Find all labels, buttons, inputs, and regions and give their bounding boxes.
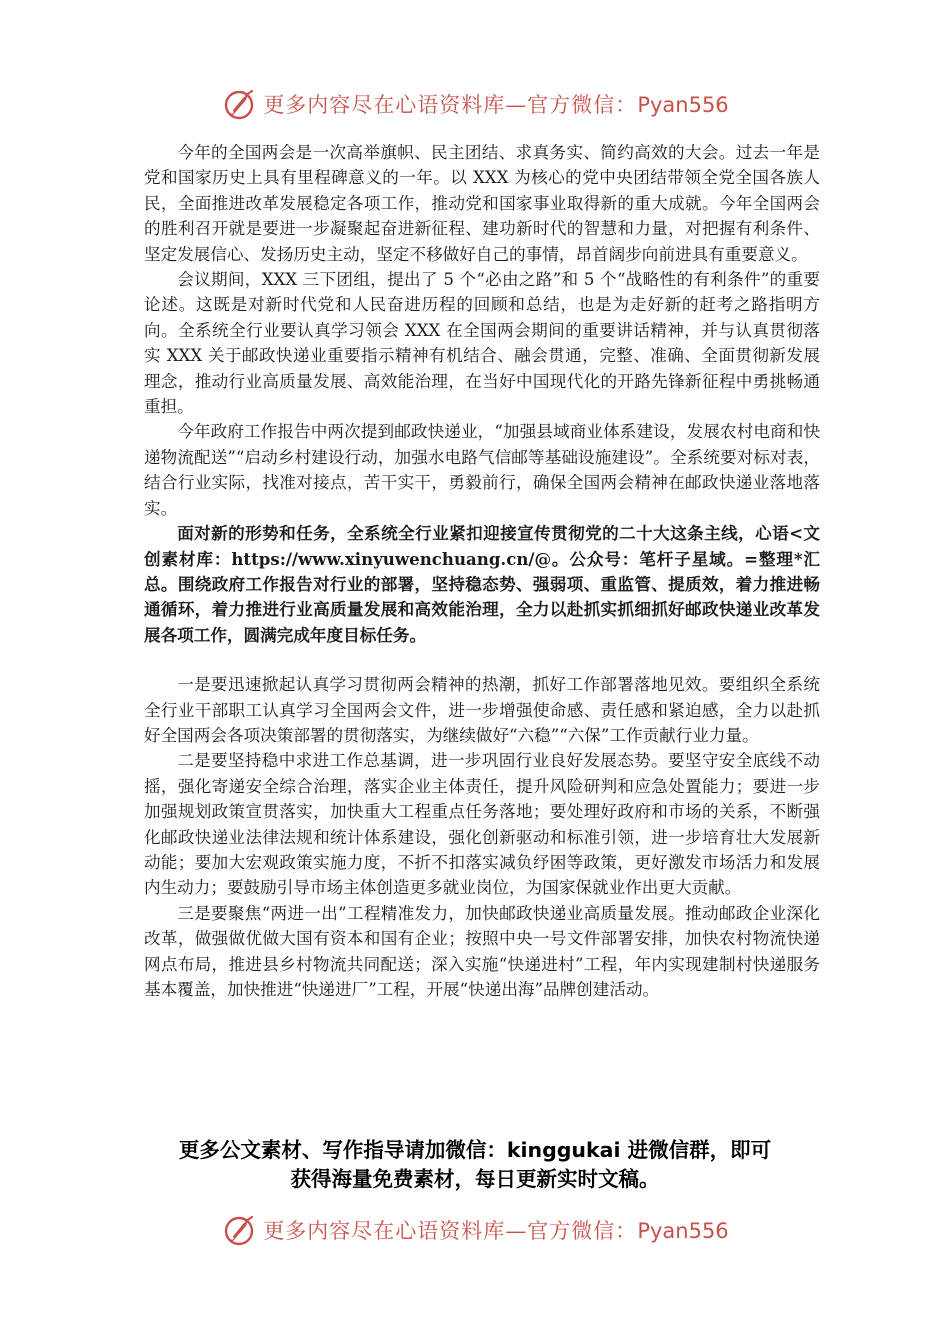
paragraph-gap — [144, 648, 820, 672]
paragraph: 二是要坚持稳中求进工作总基调，进一步巩固行业良好发展态势。要坚守安全底线不动摇，强化寄递安全综合治理，落实企业主体责任，提升风险研判和应急处置能力；要进一步加强规划政策宣贯落实，加快重大工程重点任务落地；要处理好政府和市场的关系，不断强化邮政快递业法律法规和统计体系建设，强化创新驱动和标准引领，进一步培育壮大发展新动能；要加大宏观政策实施力度，不折不扣落实减负纾困等政策，更好激发市场活力和发展内生动力；要鼓励引导市场主体创造更多就业岗位，为国家保就业作出更大贡献。 — [144, 751, 820, 898]
banner-text: 更多内容尽在心语资料库—官方微信：Pyan556 — [263, 1219, 729, 1243]
cta-block — [120, 1136, 830, 1194]
paragraph-bold: 面对新的形势和任务，全系统全行业紧扣迎接宣传贯彻党的二十大这条主线，心语<文创素材库：https://www.xinyuwenchuang.cn/@。公众号：笔杆子星域。=整理*汇总。围绕政府工作报告对行业的部署，坚持稳态势、强弱项、重监管、提质效，着力推进畅通循环，着力推进行业高质量发展和高效能治理，全力以赴抓实抓细抓好邮政快递业改革发展各项工作，圆满完成年度目标任务。 — [144, 523, 820, 645]
header-banner — [0, 84, 950, 124]
paragraph: 三是要聚焦“两进一出”工程精准发力，加快邮政快递业高质量发展。推动邮政企业深化改革，做强做优做大国有资本和国有企业；按照中央一号文件部署安排，加快农村物流快递网点布局，推进县乡村物流共同配送；深入实施“快递进村”工程，年内实现建制村快递服务基本覆盖，加快推进“快递进厂”工程，开展“快递出海”品牌创建活动。 — [144, 903, 820, 999]
cta-line: 获得海量免费素材，每日更新实时文稿。 — [290, 1167, 660, 1191]
paragraph: 今年的全国两会是一次高举旗帜、民主团结、求真务实、简约高效的大会。过去一年是党和国家历史上具有里程碑意义的一年。以 XXX 为核心的党中央团结带领全党全国各族人民，全面推进改革发展稳定各项工作，推动党和国家事业取得新的重大成就。今年全国两会的胜利召开就是要进一步凝聚起奋进新征程、建功新时代的智慧和力量，对把握有利条件、坚定发展信心、发扬历史主动，坚定不移做好自己的事情，昂首阔步向前进具有重要意义。 — [144, 143, 820, 264]
footer-banner — [0, 1210, 950, 1250]
paragraph: 一是要迅速掀起认真学习贯彻两会精神的热潮，抓好工作部署落地见效。要组织全系统全行业干部职工认真学习全国两会文件，进一步增强使命感、责任感和紧迫感，全力以赴抓好全国两会各项决策部署的贯彻落实，为继续做好“六稳”“六保”工作贡献行业力量。 — [144, 675, 820, 745]
cta-line: 更多公文素材、写作指导请加微信：kinggukai 进微信群，即可 — [178, 1138, 772, 1162]
pen-nib-circle-icon — [221, 86, 257, 122]
document-body — [144, 140, 820, 1002]
paragraph: 会议期间，XXX 三下团组，提出了 5 个“必由之路”和 5 个“战略性的有利条件”的重要论述。这既是对新时代党和人民奋进历程的回顾和总结，也是为走好新的赶考之路指明方向。全系统全行业要认真学习领会 XXX 在全国两会期间的重要讲话精神，并与认真贯彻落实 XXX 关于邮政快递业重要指示精神有机结合、融会贯通，完整、准确、全面贯彻新发展理念，推动行业高质量发展、高效能治理，在当好中国现代化的开路先锋新征程中勇挑畅通重担。 — [144, 270, 820, 417]
banner-text: 更多内容尽在心语资料库—官方微信：Pyan556 — [263, 93, 729, 117]
wechat-id: Pyan556 — [637, 93, 729, 117]
paragraph: 今年政府工作报告中两次提到邮政快递业，“加强县域商业体系建设，发展农村电商和快递物流配送”“启动乡村建设行动，加强水电路气信邮等基础设施建设”。全系统要对标对表，结合行业实际，找准对接点，苦干实干，勇毅前行，确保全国两会精神在邮政快递业落地落实。 — [144, 422, 820, 518]
pen-nib-circle-icon — [221, 1212, 257, 1248]
wechat-id: Pyan556 — [637, 1219, 729, 1243]
